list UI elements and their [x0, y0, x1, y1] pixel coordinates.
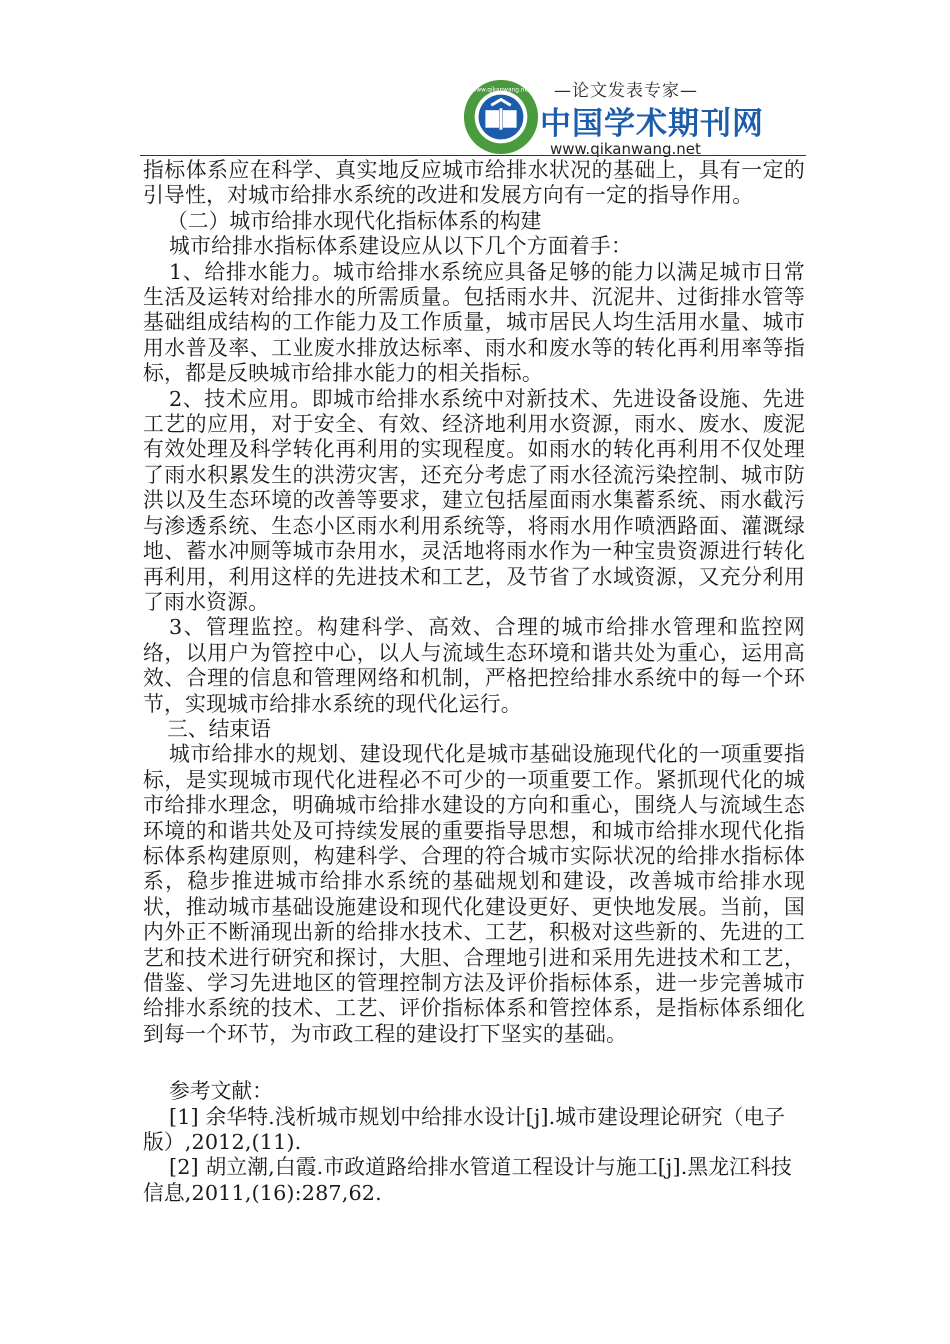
site-header	[140, 60, 806, 156]
spacer	[143, 1047, 805, 1079]
paragraph-technology: 2、技术应用。即城市给排水系统中对新技术、先进设备设施、先进工艺的应用，对于安全、有效、经济地利用水资源，雨水、废水、废泥有效处理及科学转化再利用的实现程度。如雨水的转化再利用不仅处理了雨水积累发生的洪涝灾害，还充分考虑了雨水径流污染控制、城市防洪以及生态环境的改善等要求，建立包括屋面雨水集蓄系统、雨水截污与渗透系统、生态小区雨水利用系统等，将雨水用作喷洒路面、灌溉绿地、蓄水冲厕等城市杂用水，灵活地将雨水作为一种宝贵资源进行转化再利用，利用这样的先进技术和工艺，及节省了水域资源，又充分利用了雨水资源。	[143, 386, 805, 614]
header-slogan: —论文发表专家—	[554, 81, 698, 101]
section-heading-conclusion: 三、结束语	[167, 716, 271, 741]
paragraph-1: 指标体系应在科学、真实地反应城市给排水状况的基础上，具有一定的引导性，对城市给排水系统的改进和发展方向有一定的指导作用。	[143, 158, 805, 208]
paragraph-capacity: 1、给排水能力。城市给排水系统应具备足够的能力以满足城市日常生活及运转对给排水的所需质量。包括雨水井、沉泥井、过街排水管等基础组成结构的工作能力及工作质量，城市居民人均生活用水量、城市用水普及率、工业废水排放达标率、雨水和废水等的转化再利用率等指标，都是反映城市给排水能力的相关指标。	[143, 259, 805, 386]
article-body	[143, 158, 805, 1206]
reference-item: [1] 余华特.浅析城市规划中给排水设计[j].城市建设理论研究（电子版）,2012,(11).	[143, 1104, 786, 1155]
journal-seal-logo	[462, 78, 540, 156]
header-divider	[140, 155, 806, 156]
paragraph-management: 3、管理监控。构建科学、高效、合理的城市给排水管理和监控网络，以用户为管控中心，以人与流域生态环境和谐共处为重心，运用高效、合理的信息和管理网络和机制，严格把控给排水系统中的每一个环节，实现城市给排水系统的现代化运行。	[143, 615, 805, 716]
section-heading-2: （二）城市给排水现代化指标体系的构建	[167, 208, 542, 233]
paragraph-conclusion: 城市给排水的规划、建设现代化是城市基础设施现代化的一项重要指标，是实现城市现代化进程必不可少的一项重要工作。紧抓现代化的城市给排水理念，明确城市给排水建设的方向和重心，围绕人与流域生态环境的和谐共处及可持续发展的重要指导思想，和城市给排水现代化指标体系构建原则，构建科学、合理的符合城市实际状况的给排水指标体系，稳步推进城市给排水系统的基础规划和建设，改善城市给排水现状，推动城市基础设施建设和现代化建设更好、更快地发展。当前，国内外正不断涌现出新的给排水技术、工艺，积极对这些新的、先进的工艺和技术进行研究和探讨，大胆、合理地引进和采用先进技术和工艺，借鉴、学习先进地区的管理控制方法及评价指标体系，进一步完善城市给排水系统的技术、工艺、评价指标体系和管控体系，是指标体系细化到每一个环节，为市政工程的建设打下坚实的基础。	[143, 742, 805, 1046]
site-url[interactable]: www.qikanwang.net	[550, 140, 701, 158]
reference-item: [2] 胡立潮,白霞.市政道路给排水管道工程设计与施工[j].黑龙江科技信息,2011,(16):287,62.	[143, 1155, 792, 1205]
references-heading: 参考文献：	[169, 1079, 273, 1104]
site-name: 中国学术期刊网	[540, 106, 764, 142]
paragraph-2: 城市给排水指标体系建设应从以下几个方面着手：	[169, 234, 633, 259]
svg-text:www.qikanwang.net: www.qikanwang.net	[471, 87, 531, 94]
